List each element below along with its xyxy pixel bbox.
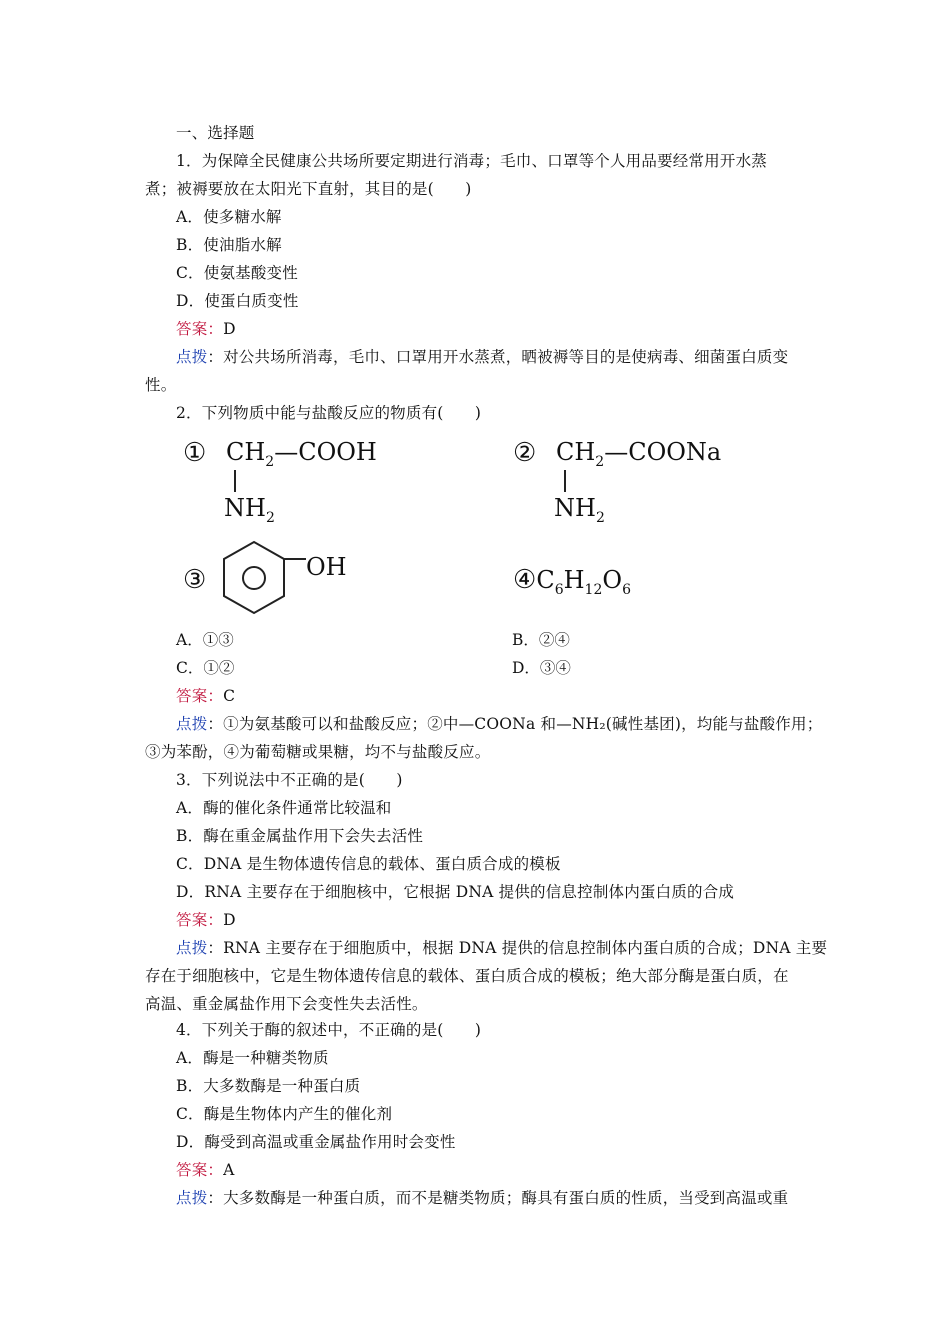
q2-answer <box>176 682 816 710</box>
tip-label: 点拨 <box>176 1189 208 1207</box>
answer-label: 答案： <box>176 320 224 338</box>
structure-number: ③ <box>183 565 207 595</box>
carboxylate-group: —COONa <box>604 438 722 466</box>
answer-value: D <box>223 911 236 929</box>
carboxyl-group: —COOH <box>274 438 377 466</box>
q2-stem: 2．下列物质中能与盐酸反应的物质有( ) <box>176 404 482 422</box>
tip-text: ：大多数酶是一种蛋白质，而不是糖类物质；酶具有蛋白质的性质，当受到高温或重 <box>207 1189 789 1207</box>
hydroxyl-group: OH <box>306 553 347 581</box>
q1-answer <box>176 315 816 343</box>
q3-option-b: B．酶在重金属盐作用下会失去活性 <box>176 827 424 845</box>
answer-label: 答案： <box>176 687 224 705</box>
q4-tip-line1 <box>176 1184 816 1212</box>
q3-answer <box>176 906 816 934</box>
formula-nh2: $NH_2$ <box>224 494 275 526</box>
q2-option-a: A．①③ <box>176 631 234 649</box>
answer-value: A <box>223 1161 235 1179</box>
answer-value: D <box>223 320 236 338</box>
answer-value: C <box>223 687 236 705</box>
q3-tip-line3: 高温、重金属盐作用下会变性失去活性。 <box>145 995 428 1013</box>
formula-ch2: $CH_2—COOH$ <box>226 438 377 470</box>
q1-tip-line2: 性。 <box>145 376 177 394</box>
q1-tip-line1 <box>176 343 816 371</box>
q3-option-c: C．DNA 是生物体遗传信息的载体、蛋白质合成的模板 <box>176 855 561 873</box>
q1-stem-line2: 煮；被褥要放在太阳光下直射，其目的是( ) <box>145 180 472 198</box>
tip-label: 点拨 <box>176 348 208 366</box>
q3-tip-line2: 存在于细胞核中，它是生物体遗传信息的载体、蛋白质合成的模板；绝大部分酶是蛋白质，在 <box>145 967 789 985</box>
tip-text: ：对公共场所消毒，毛巾、口罩用开水蒸煮，晒被褥等目的是使病毒、细菌蛋白质变 <box>207 348 789 366</box>
formula-ch2: $CH_2—COONa$ <box>556 438 722 470</box>
q3-option-a: A．酶的催化条件通常比较温和 <box>176 799 392 817</box>
q4-answer <box>176 1156 816 1184</box>
q1-option-b: B．使油脂水解 <box>176 236 282 254</box>
bond-line <box>564 470 566 492</box>
structure-number: ② <box>513 438 537 468</box>
q3-tip-line1 <box>176 934 828 962</box>
q2-option-d: D．③④ <box>512 659 571 677</box>
section-title: 一、选择题 <box>176 124 255 142</box>
molecular-formula: $④C_6H_{12}O_6$ <box>513 565 631 598</box>
q2-option-b: B．②④ <box>512 631 570 649</box>
q2-option-c: C．①② <box>176 659 235 677</box>
q1-option-d: D．使蛋白质变性 <box>176 292 299 310</box>
q4-option-b: B．大多数酶是一种蛋白质 <box>176 1077 361 1095</box>
formula-nh2: $NH_2$ <box>554 494 605 526</box>
answer-label: 答案： <box>176 1161 224 1179</box>
q1-option-a: A．使多糖水解 <box>176 208 282 226</box>
tip-label: 点拨 <box>176 939 208 957</box>
q1-stem-line1: 1．为保障全民健康公共场所要定期进行消毒；毛巾、口罩等个人用品要经常用开水蒸 <box>176 152 767 170</box>
tip-label: 点拨 <box>176 715 208 733</box>
q3-option-d: D．RNA 主要存在于细胞核中，它根据 DNA 提供的信息控制体内蛋白质的合成 <box>176 883 735 901</box>
structure-number: ④ <box>513 565 537 595</box>
q1-option-c: C．使氨基酸变性 <box>176 264 298 282</box>
q2-tip-line2: ③为苯酚，④为葡萄糖或果糖，均不与盐酸反应。 <box>145 743 491 761</box>
q4-option-d: D．酶受到高温或重金属盐作用时会变性 <box>176 1133 456 1151</box>
q4-option-a: A．酶是一种糖类物质 <box>176 1049 329 1067</box>
answer-label: 答案： <box>176 911 224 929</box>
benzene-ring-icon <box>220 538 310 626</box>
structure-number: ① <box>183 438 207 468</box>
q3-stem: 3．下列说法中不正确的是( ) <box>176 771 403 789</box>
tip-text: ：RNA 主要存在于细胞质中，根据 DNA 提供的信息控制体内蛋白质的合成；DNA 主要 <box>207 939 828 957</box>
q2-tip-line1 <box>176 710 823 738</box>
tip-text: ：①为氨基酸可以和盐酸反应；②中—COONa 和—NH₂(碱性基团)，均能与盐酸作用； <box>207 715 823 733</box>
q4-option-c: C．酶是生物体内产生的催化剂 <box>176 1105 393 1123</box>
q4-stem: 4．下列关于酶的叙述中，不正确的是( ) <box>176 1021 482 1039</box>
bond-line <box>234 470 236 492</box>
